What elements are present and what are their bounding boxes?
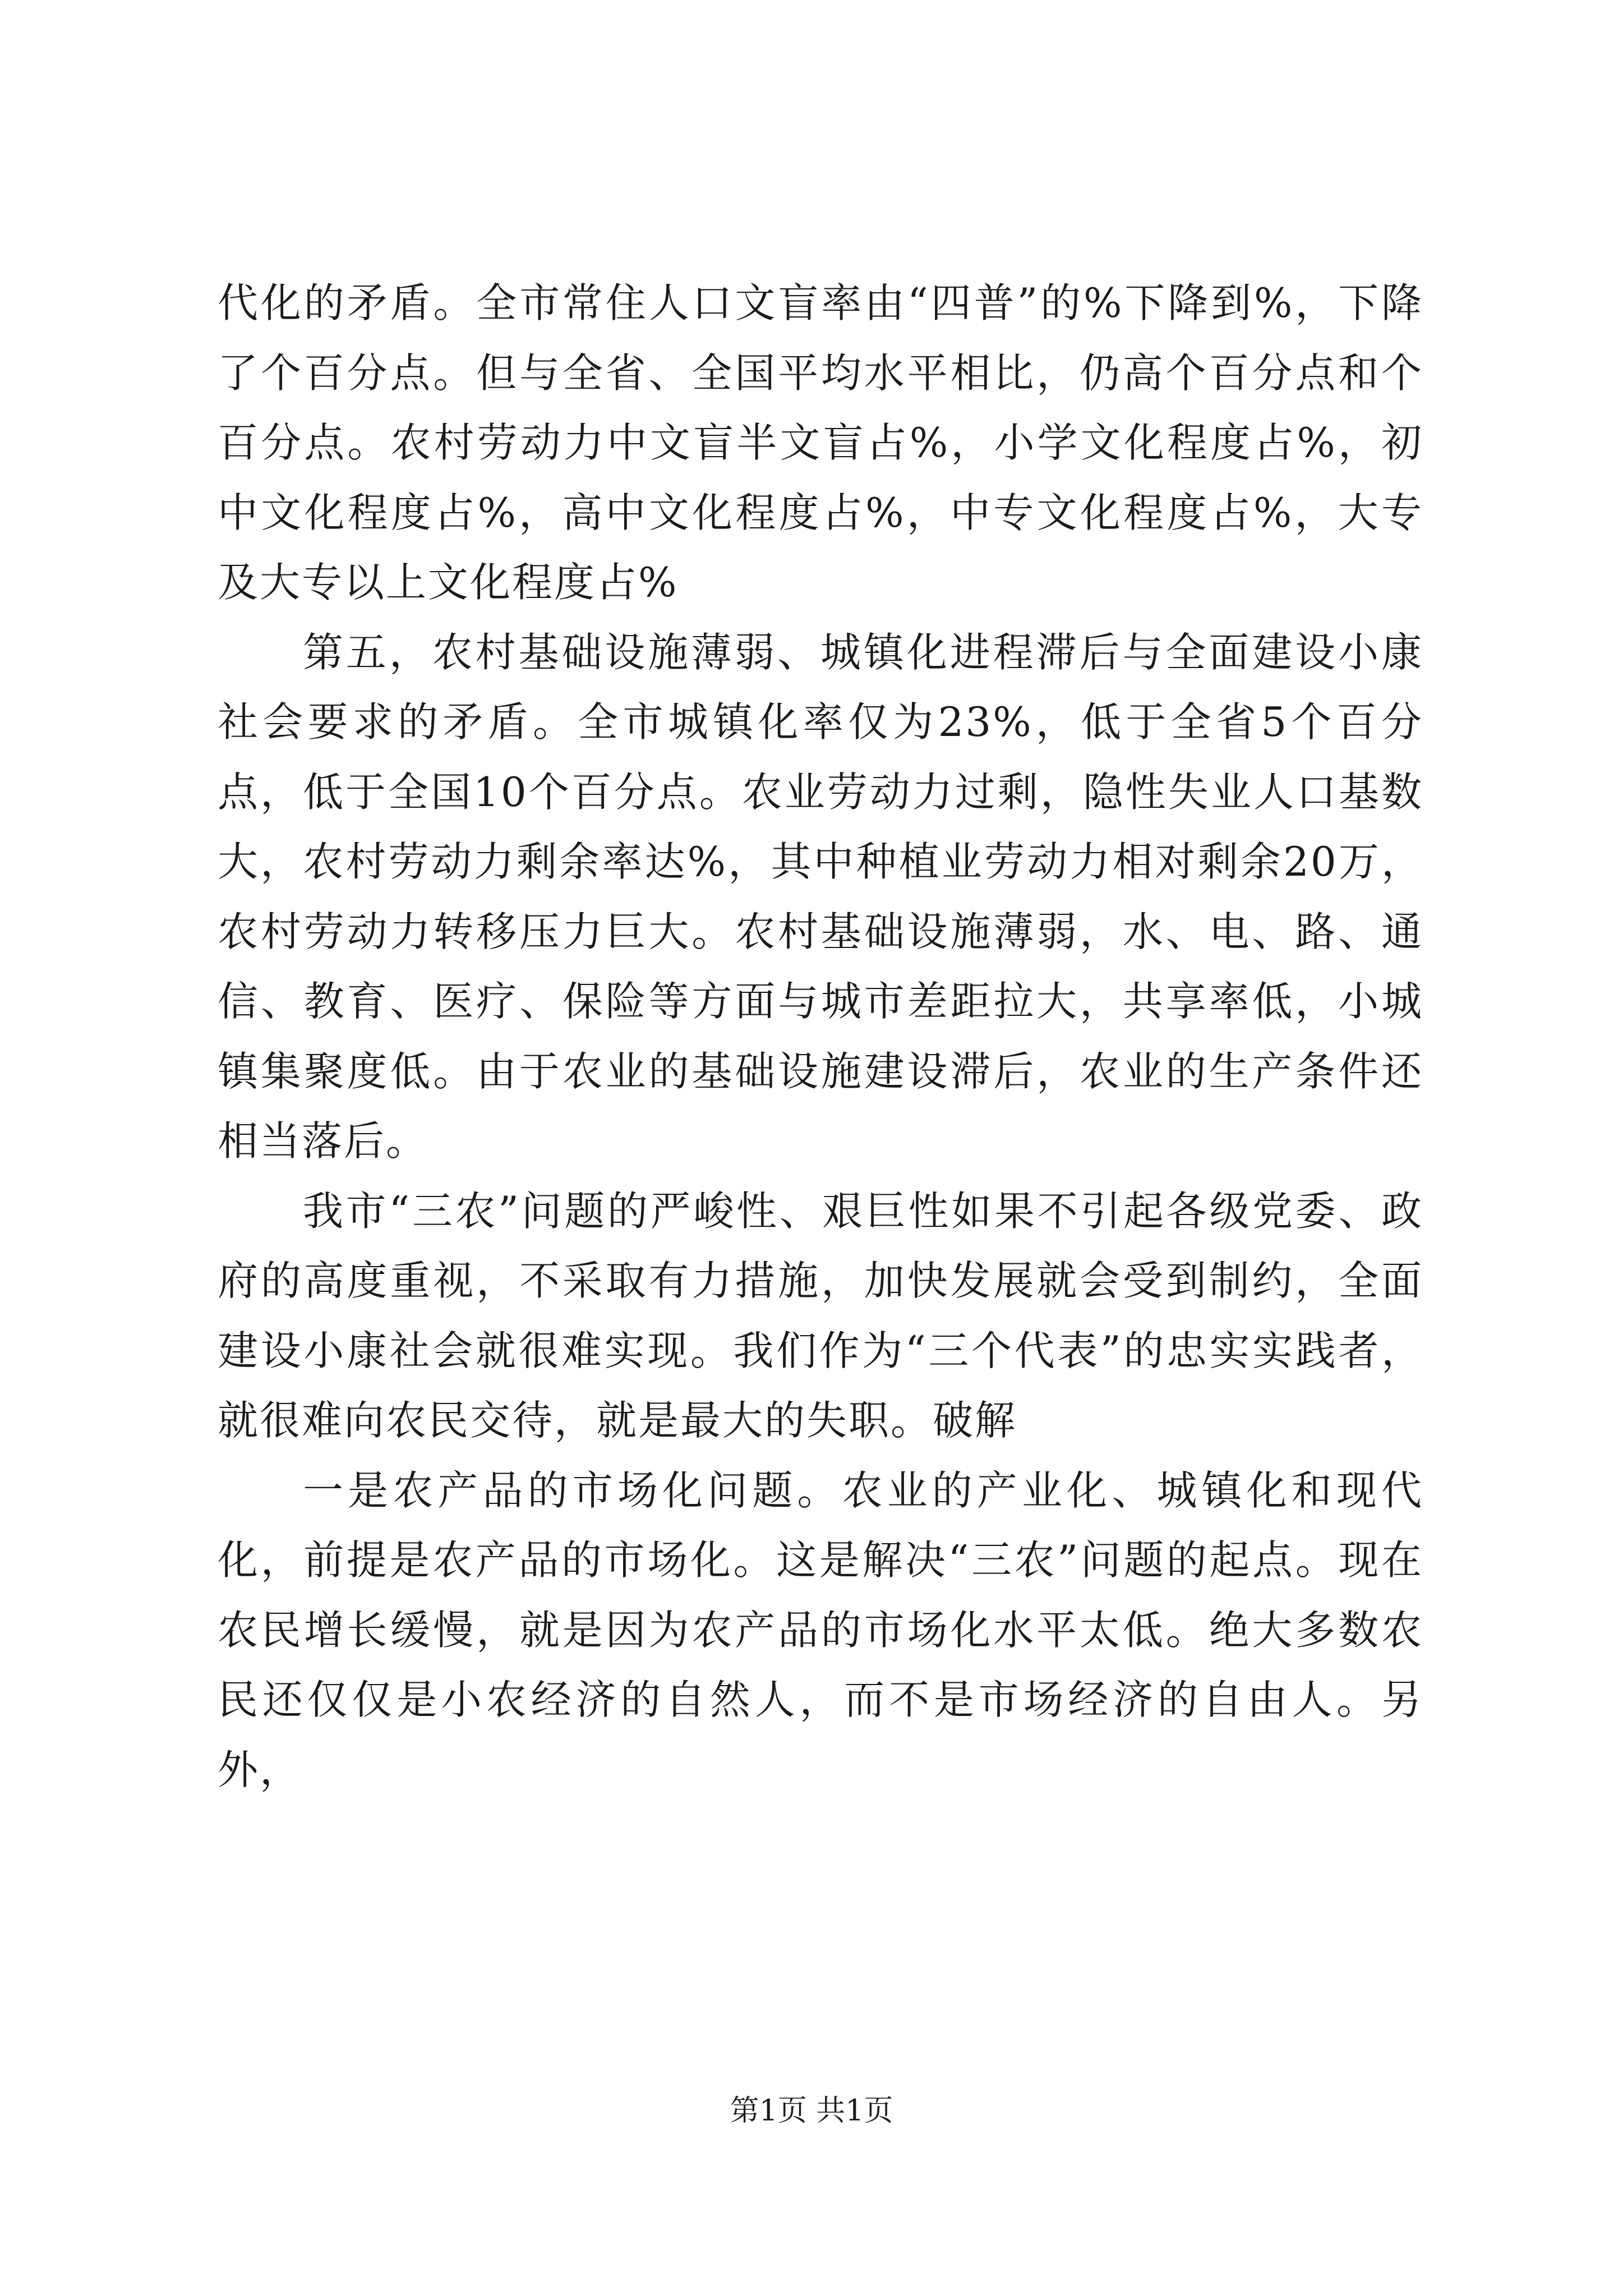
paragraph-literacy-rate: 代化的矛盾。全市常住人口文盲率由“四普”的%下降到%，下降了个百分点。但与全省、全国平均水平相比，仍高个百分点和个百分点。农村劳动力中文盲半文盲占%，小学文化程度占%，初中文化程度占%，高中文化程度占%，中专文化程度占%，大专及大专以上文化程度占% <box>218 279 1423 606</box>
paragraph-infrastructure: 第五，农村基础设施薄弱、城镇化进程滞后与全面建设小康社会要求的矛盾。全市城镇化率仅为23%，低于全省5个百分点，低于全国10个百分点。农业劳动力过剩，隐性失业人口基数大，农村劳动力剩余率达%，其中种植业劳动力相对剩余20万，农村劳动力转移压力巨大。农村基础设施薄弱，水、电、路、通信、教育、医疗、保险等方面与城市差距拉大，共享率低，小城镇集聚度低。由于农业的基础设施建设滞后，农业的生产条件还相当落后。 <box>218 628 1423 1165</box>
document-body <box>218 268 1423 1805</box>
paragraph-marketization: 一是农产品的市场化问题。农业的产业化、城镇化和现代化，前提是农产品的市场化。这是解决“三农”问题的起点。现在农民增长缓慢，就是因为农产品的市场化水平太低。绝大多数农民还仅仅是小农经济的自然人，而不是市场经济的自由人。另外， <box>218 1466 1423 1793</box>
page-footer: 第1页 共1页 <box>730 2094 893 2128</box>
paragraph-three-rural-issues: 我市“三农”问题的严峻性、艰巨性如果不引起各级党委、政府的高度重视，不采取有力措施，加快发展就会受到制约，全面建设小康社会就很难实现。我们作为“三个代表”的忠实实践者，就很难向农民交待，就是最大的失职。破解 <box>218 1187 1423 1444</box>
